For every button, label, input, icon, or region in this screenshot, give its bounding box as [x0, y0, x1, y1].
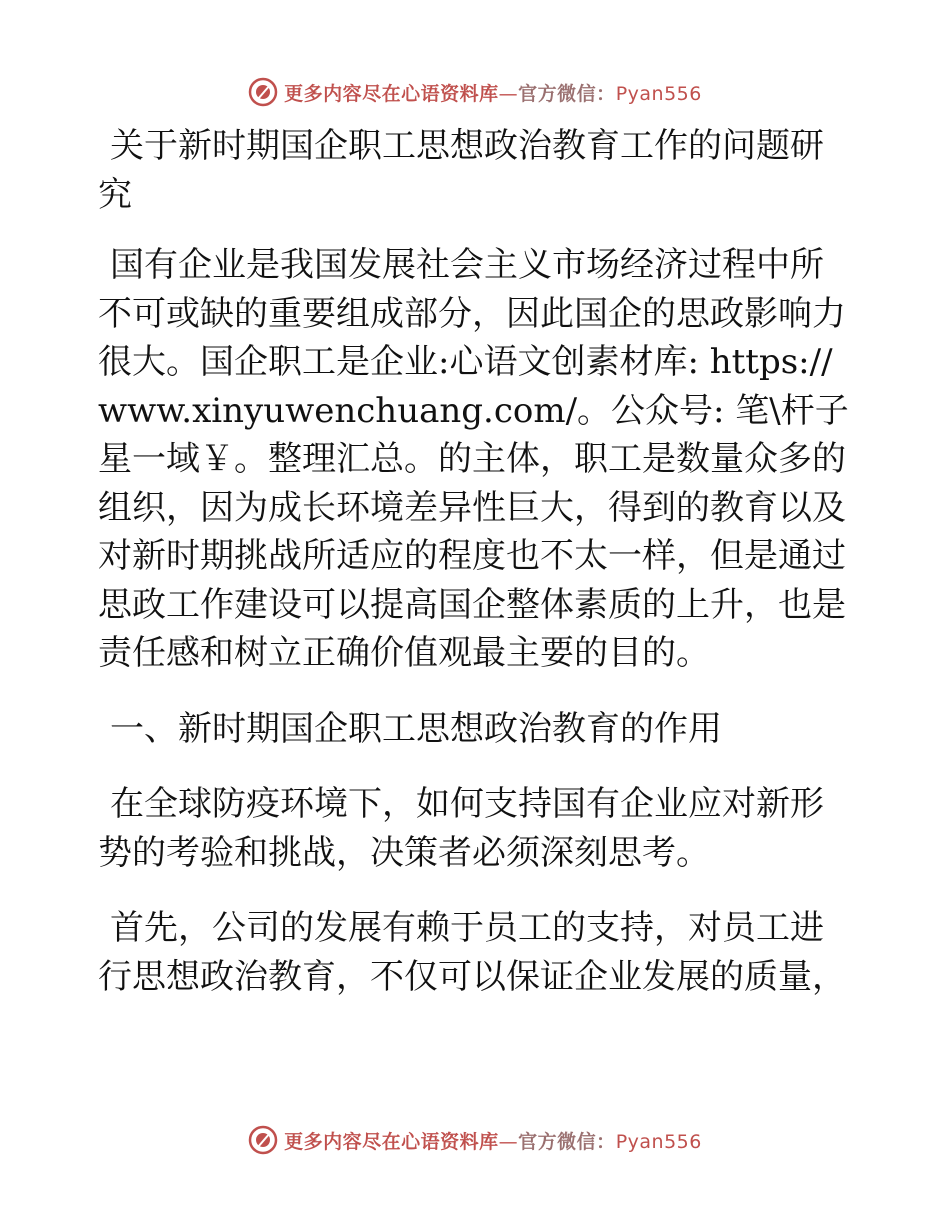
banner-text: [284, 1127, 702, 1154]
banner-main-text: 更多内容尽在心语资料库: [284, 1130, 499, 1153]
banner-wechat-label: 官方微信：: [518, 1130, 616, 1153]
banner-wechat-id: Pyan556: [615, 1130, 702, 1153]
paragraph-first: 首先，公司的发展有赖于员工的支持，对员工进行思想政治教育，不仅可以保证企业发展的质量，: [98, 908, 846, 997]
paragraph-pandemic: 在全球防疫环境下，如何支持国有企业应对新形势的考验和挑战，决策者必须深刻思考。: [98, 784, 824, 873]
header-watermark-banner: [0, 72, 950, 112]
document-body: [98, 122, 850, 1028]
banner-wechat-id: Pyan556: [615, 82, 702, 105]
banner-separator: —: [498, 82, 519, 105]
banner-separator: —: [498, 1130, 519, 1153]
banner-main-text: 更多内容尽在心语资料库: [284, 82, 499, 105]
banner-text: [284, 79, 702, 106]
paragraph-intro: 国有企业是我国发展社会主义市场经济过程中所不可或缺的重要组成部分，因此国企的思政影响力很大。国企职工是企业:心语文创素材库: https://www.xinyuwenchuang.com/。公众号: 笔\杆子星一域￥。整理汇总。的主体，职工是数量众多的组织，因为成长环境差异性巨大，得到的教育以及对新时期挑战所适应的程度也不太一样，但是通过思政工作建设可以提高国企整体素质的上升，也是责任感和树立正确价值观最主要的目的。: [98, 245, 849, 673]
section-heading: 一、新时期国企职工思想政治教育的作用: [110, 708, 722, 749]
footer-watermark-banner: [0, 1120, 950, 1160]
brand-logo-icon: [248, 77, 278, 107]
document-title: 关于新时期国企职工思想政治教育工作的问题研究: [98, 126, 824, 215]
brand-logo-icon: [248, 1125, 278, 1155]
banner-wechat-label: 官方微信：: [518, 82, 616, 105]
